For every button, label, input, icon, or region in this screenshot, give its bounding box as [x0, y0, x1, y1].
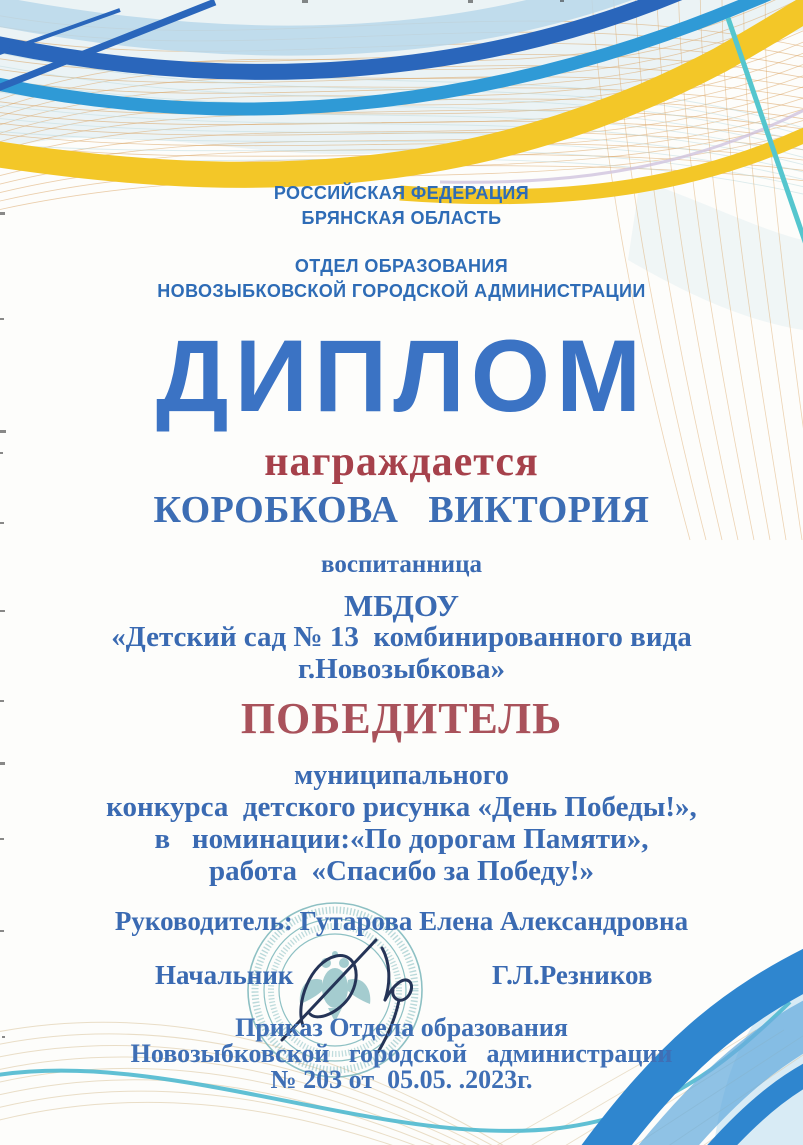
- diploma-title: ДИПЛОМ: [155, 319, 648, 433]
- order-line1: Приказ Отдела образования: [235, 1013, 568, 1042]
- recipient-name: КОРОБКОВА ВИКТОРИЯ: [153, 489, 650, 531]
- header-country: РОССИЙСКАЯ ФЕДЕРАЦИЯ: [273, 183, 530, 203]
- contest-line3: в номинации:«По дорогам Памяти»,: [154, 823, 649, 855]
- order-line3: № 203 от 05.05. .2023г.: [270, 1065, 533, 1094]
- header-region: БРЯНСКАЯ ОБЛАСТЬ: [301, 208, 502, 228]
- official-name: Г.Л.Резников: [492, 960, 653, 990]
- awarded-label: награждается: [264, 439, 539, 485]
- contest-line1: муниципального: [294, 760, 509, 791]
- contest-line4: работа «Спасибо за Победу!»: [209, 855, 594, 887]
- recipient-role: воспитанница: [321, 551, 482, 578]
- supervisor-line: Руководитель: Гутарова Елена Александровна: [114, 906, 689, 936]
- official-title: Начальник: [155, 960, 294, 990]
- award-result: ПОБЕДИТЕЛЬ: [240, 694, 563, 743]
- institution-line1: МБДОУ: [343, 588, 460, 623]
- header-department-line2: НОВОЗЫБКОВСКОЙ ГОРОДСКОЙ АДМИНИСТРАЦИИ: [157, 281, 646, 301]
- institution-line2: «Детский сад № 13 комбинированного вида: [111, 621, 692, 653]
- institution-line3: г.Новозыбкова»: [297, 653, 505, 685]
- contest-line2: конкурса детского рисунка «День Победы!»,: [106, 791, 697, 823]
- order-line2: Новозыбковской городской администрации: [130, 1039, 673, 1068]
- header-department-line1: ОТДЕЛ ОБРАЗОВАНИЯ: [294, 256, 509, 276]
